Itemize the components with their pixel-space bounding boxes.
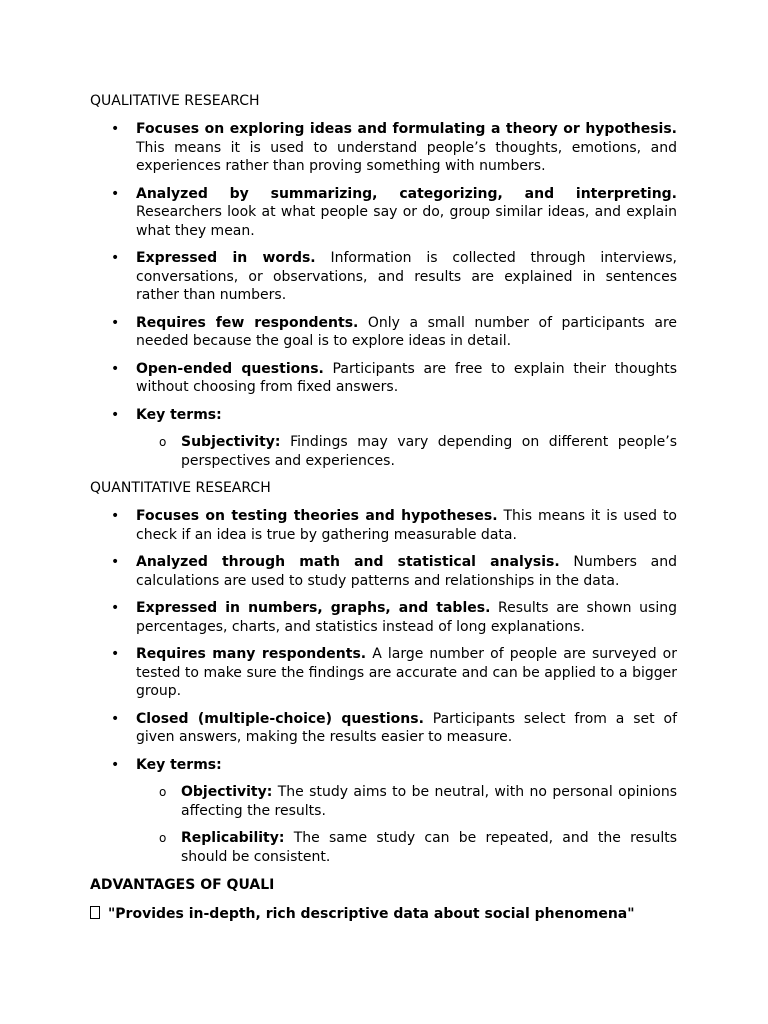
bullet-icon: • [111,185,120,202]
item-text: Numbers and calculations are used to study patterns and relationships in the data. [136,554,677,589]
list-item [90,599,677,636]
advantages-quote [90,905,635,923]
bullet-icon: • [111,600,120,616]
item-term: Requires few respondents. [136,314,359,331]
list-item [90,710,677,747]
qualitative-heading: QUALITATIVE RESEARCH [90,93,260,109]
item-term: Focuses on testing theories and hypotheses. [136,508,498,524]
list-item [90,645,677,701]
quantitative-heading: QUANTITATIVE RESEARCH [90,480,271,496]
key-term-text: Findings may vary depending on different people’s perspectives and experiences. [181,434,677,469]
item-text: Results are shown using percentages, charts, and statistics instead of long explanations. [136,600,678,635]
item-text: This means it is used to understand people’s thoughts, emotions, and experiences rather than proving something with numbers. [136,139,677,174]
key-terms-list [136,433,677,470]
list-item [90,120,677,176]
circle-bullet-icon: o [159,435,167,449]
list-item [90,249,677,305]
key-term-text: The study aims to be neutral, with no personal opinions affecting the results. [181,784,677,819]
item-term: Closed (multiple-choice) questions. [136,710,424,727]
item-term: Key terms: [136,406,222,423]
bullet-icon: • [111,508,120,524]
list-item [90,553,677,590]
qualitative-list [90,120,677,479]
circle-bullet-icon: o [159,831,167,845]
key-term-text: The same study can be repeated, and the results should be consistent. [181,830,677,865]
key-term: Replicability: [181,830,285,846]
bullet-icon: • [111,121,120,137]
item-text: Participants are free to explain their thoughts without choosing from fixed answers. [136,360,677,395]
bullet-icon: • [111,314,120,331]
bullet-icon: • [111,554,120,570]
item-term: Expressed in words. [136,250,316,266]
item-text: Participants select from a set of given answers, making the results easier to measure. [136,710,678,745]
list-item [90,185,677,241]
list-item [136,783,677,820]
list-item [136,829,677,866]
bullet-icon: • [111,646,120,662]
item-text: This means it is used to check if an idea is true by gathering measurable data. [136,508,677,543]
quantitative-list [90,507,677,875]
item-term: Key terms: [136,756,222,773]
key-term: Objectivity: [181,784,273,800]
list-item [136,433,677,470]
missing-glyph-icon [90,906,100,919]
item-text: A large number of people are surveyed or tested to make sure the findings are accurate and can be applied to a bigger group. [136,646,677,699]
list-item [90,756,677,867]
quote-text: "Provides in-depth, rich descriptive data about social phenomena" [108,906,635,922]
bullet-icon: • [111,406,120,423]
bullet-icon: • [111,710,120,727]
item-text: Information is collected through interviews, conversations, or observations, and results are explained in sentences rather than numbers. [136,250,677,303]
item-term: Open-ended questions. [136,360,324,377]
list-item [90,406,677,471]
item-term: Expressed in numbers, graphs, and tables. [136,600,491,616]
item-term: Analyzed by summarizing, categorizing, and interpreting. [136,185,677,202]
item-term: Focuses on exploring ideas and formulating a theory or hypothesis. [136,121,677,137]
item-text: Researchers look at what people say or do, group similar ideas, and explain what they mean. [136,204,677,239]
circle-bullet-icon: o [159,785,167,799]
list-item [90,314,677,351]
bullet-icon: • [111,250,120,266]
item-term: Analyzed through math and statistical analysis. [136,554,560,570]
bullet-icon: • [111,360,120,377]
item-term: Requires many respondents. [136,646,367,662]
item-text: Only a small number of participants are needed because the goal is to explore ideas in detail. [136,314,678,349]
list-item [90,360,677,397]
advantages-heading: ADVANTAGES OF QUALI [90,877,275,893]
key-terms-list [136,783,677,866]
key-term: Subjectivity: [181,434,281,450]
list-item [90,507,677,544]
bullet-icon: • [111,756,120,773]
